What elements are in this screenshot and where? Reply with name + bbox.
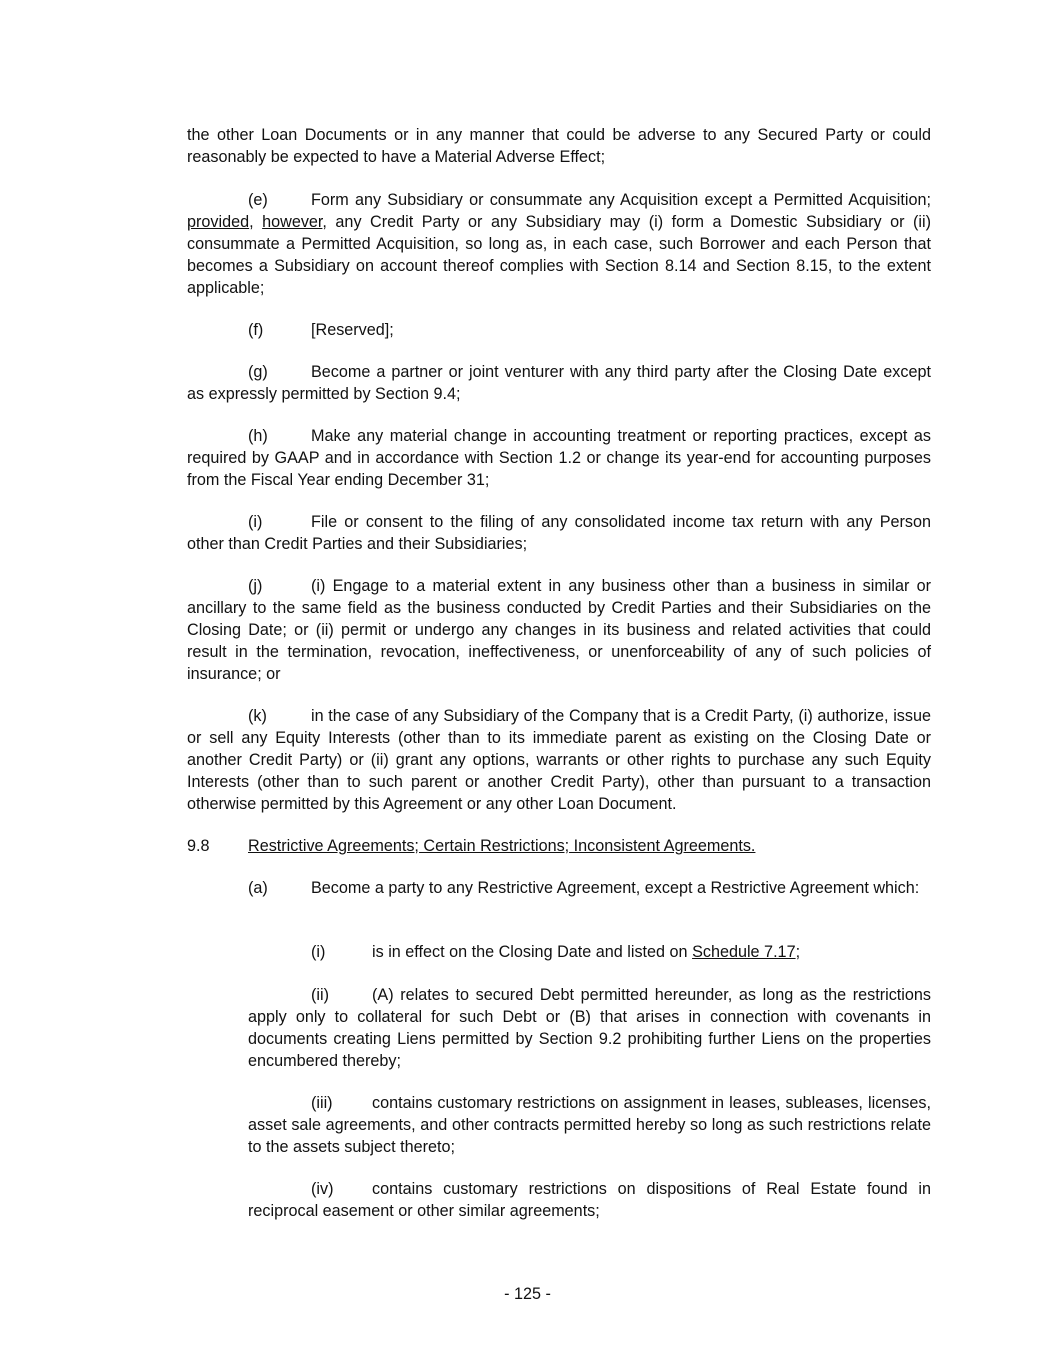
subclause-label: (iv) xyxy=(311,1180,334,1198)
section-number: 9.8 xyxy=(187,837,210,855)
clause-text: Become a partner or joint venturer with any third party after the Closing Date except as expressly permitted by Section 9.4; xyxy=(187,363,931,403)
clause-i xyxy=(187,511,931,555)
subclause-i xyxy=(248,941,931,963)
subclause-iv xyxy=(248,1178,931,1222)
subclause-text: (A) relates to secured Debt permitted hereunder, as long as the restrictions apply only to collateral for such Debt or (B) that arises in connection with covenants in documents creating Liens permitted by Section 9.2 prohibiting further Liens on the properties encumbered thereby; xyxy=(248,986,931,1070)
subclause-text-end: ; xyxy=(795,943,801,961)
section-heading xyxy=(187,835,931,857)
section-title: Restrictive Agreements; Certain Restrictions; Inconsistent Agreements. xyxy=(248,837,756,855)
clause-text: Make any material change in accounting treatment or reporting practices, except as required by GAAP and in accordance with Section 1.2 or change its year-end for accounting purposes from the Fiscal Year ending December 31; xyxy=(187,427,931,489)
subclause-label: (iii) xyxy=(311,1094,333,1112)
clause-label: (g) xyxy=(248,363,268,381)
page-number: - 125 - xyxy=(504,1285,551,1303)
subclause-iii xyxy=(248,1092,931,1158)
clause-text: (i) Engage to a material extent in any business other than a business in similar or ancillary to the same field as the business conducted by Credit Parties and their Subsidiaries on the Closing Date; or (ii) permit or undergo any changes in its business and related activities that could result in the termination, revocation, ineffectiveness, or unenforceability of any of such policies of insurance; or xyxy=(187,577,931,683)
clause-text-continued: , any Credit Party or any Subsidiary may (i) form a Domestic Subsidiary or (ii) consummate a Permitted Acquisition, so long as, in each case, such Borrower and each Person that becomes a Subsidiary on account thereof complies with Section 8.14 and Section 8.15, to the extent applicable; xyxy=(187,213,931,297)
clause-label: (e) xyxy=(248,191,268,209)
clause-text: Form any Subsidiary or consummate any Acquisition except a Permitted Acquisition; xyxy=(311,191,931,209)
clause-text: [Reserved]; xyxy=(311,321,394,339)
clause-label: (h) xyxy=(248,427,268,445)
clause-label: (i) xyxy=(248,513,263,531)
provided-term: provided xyxy=(187,213,250,231)
clause-e xyxy=(187,189,931,299)
clause-h xyxy=(187,425,931,491)
clause-j xyxy=(187,575,931,685)
subclause-ii xyxy=(248,984,931,1072)
subclause-label: (i) xyxy=(311,943,326,961)
clause-text: Become a party to any Restrictive Agreement, except a Restrictive Agreement which: xyxy=(311,879,920,897)
clause-label: (a) xyxy=(248,879,268,897)
clause-a xyxy=(187,877,931,899)
schedule-reference: Schedule 7.17 xyxy=(692,943,796,961)
clause-label: (j) xyxy=(248,577,263,595)
clause-text: in the case of any Subsidiary of the Company that is a Credit Party, (i) authorize, issue or sell any Equity Interests (other than to its immediate parent as existing on the Closing Date or another Credit Party) or (ii) grant any options, warrants or other rights to purchase any such Equity Interests (other than to such parent or another Credit Party), other than pursuant to a transaction otherwise permitted by this Agreement or any other Loan Document. xyxy=(187,707,931,813)
clause-label: (k) xyxy=(248,707,267,725)
subclause-label: (ii) xyxy=(311,986,329,1004)
clause-k xyxy=(187,705,931,815)
however-term: however xyxy=(262,213,323,231)
subclause-text: contains customary restrictions on dispositions of Real Estate found in reciprocal easement or other similar agreements; xyxy=(248,1180,931,1220)
clause-g xyxy=(187,361,931,405)
clause-label: (f) xyxy=(248,321,264,339)
clause-f xyxy=(187,319,931,341)
paragraph-continuation xyxy=(187,124,931,168)
subclause-text: is in effect on the Closing Date and listed on xyxy=(372,943,693,961)
clause-text: File or consent to the filing of any consolidated income tax return with any Person other than Credit Parties and their Subsidiaries; xyxy=(187,513,931,553)
clause-separator: , xyxy=(249,213,263,231)
paragraph-text: the other Loan Documents or in any manner that could be adverse to any Secured Party or could reasonably be expected to have a Material Adverse Effect; xyxy=(187,126,931,166)
subclause-text: contains customary restrictions on assignment in leases, subleases, licenses, asset sale agreements, and other contracts permitted hereby so long as such restrictions relate to the assets subject thereto; xyxy=(248,1094,931,1156)
